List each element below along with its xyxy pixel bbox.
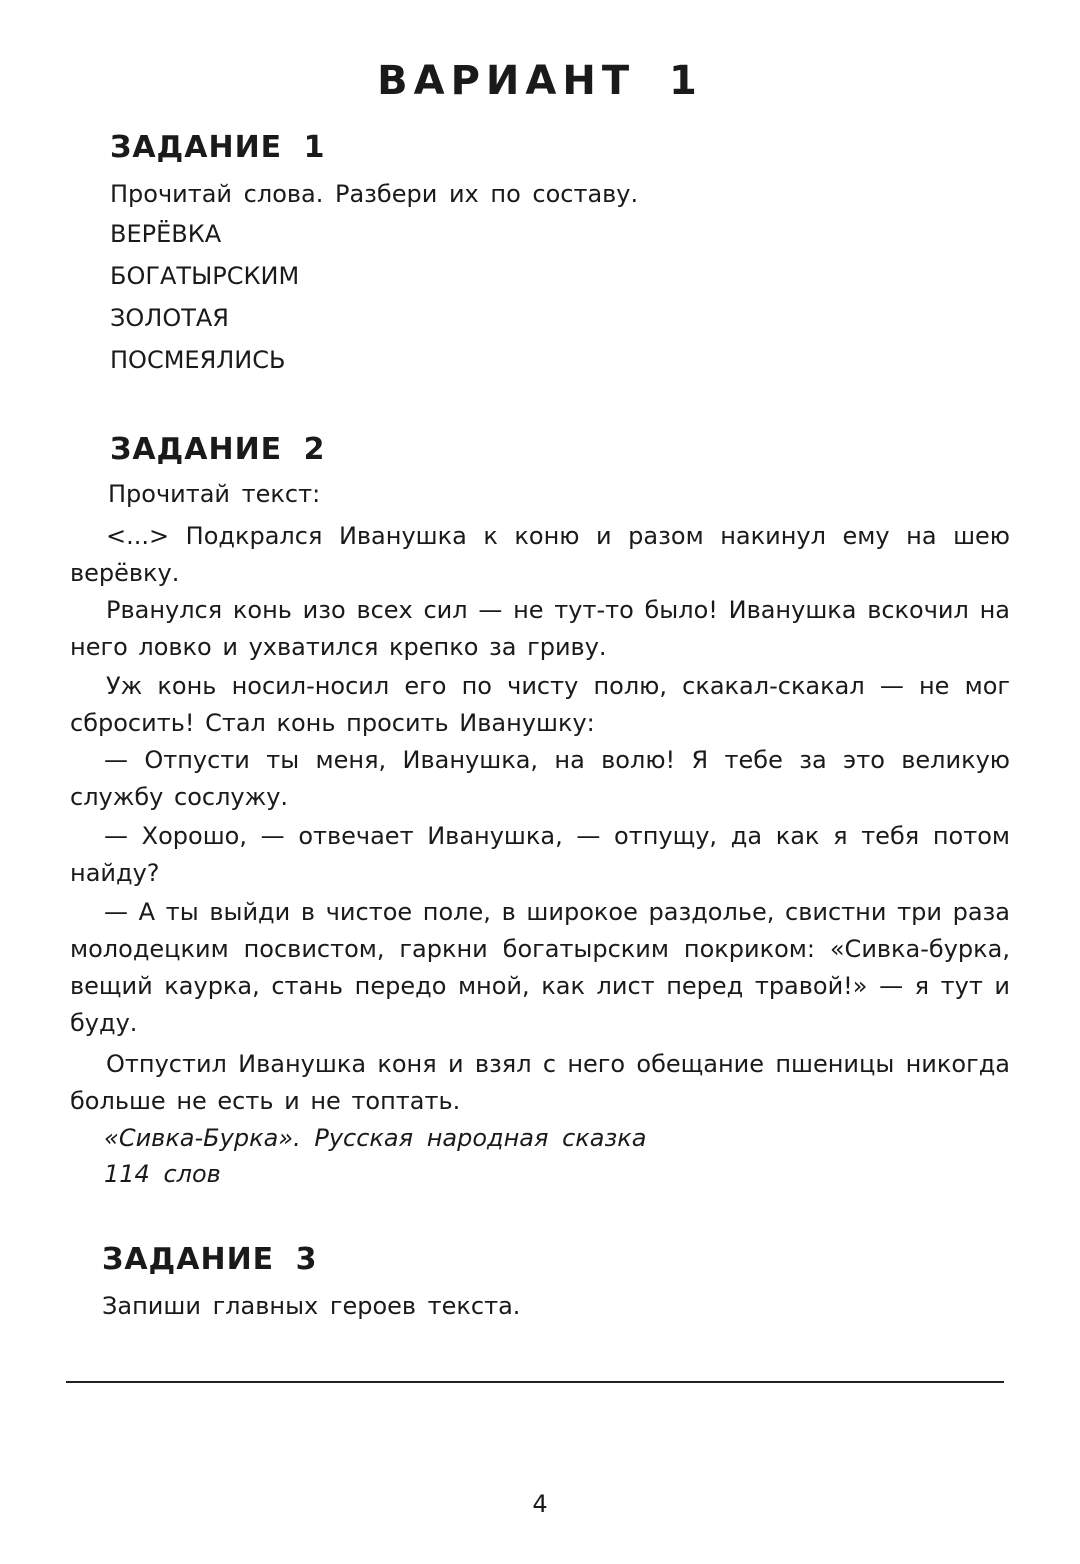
task2-instruction: Прочитай текст:: [108, 480, 321, 508]
story-paragraph: <...> Подкрался Иванушка к коню и разом накинул ему на шею верёвку.: [70, 522, 1010, 587]
task3-instruction: Запиши главных героев текста.: [102, 1292, 521, 1320]
word-count: 114 слов: [104, 1160, 221, 1188]
story-source: «Сивка-Бурка». Русская народная сказка: [104, 1124, 647, 1152]
answer-line[interactable]: [66, 1381, 1004, 1383]
story-paragraph: Отпустил Иванушка коня и взял с него обещание пшеницы никогда больше не есть и не топтать.: [70, 1050, 1010, 1115]
page-number: 4: [532, 1490, 548, 1518]
task1-word: ЗОЛОТАЯ: [110, 304, 229, 332]
task2-heading: ЗАДАНИЕ 2: [110, 432, 326, 467]
story-paragraph: — А ты выйди в чистое поле, в широкое раздолье, свистни три раза молодецким посвистом, гаркни богатырским покриком: «Сивка-бурка, вещий каурка, стань передо мной, как лист перед травой!» — я тут и буду.: [70, 898, 1010, 1037]
story-paragraph: Рванулся конь изо всех сил — не тут-то было! Иванушка вскочил на него ловко и ухватился крепко за гриву.: [70, 596, 1010, 661]
task1-word: БОГАТЫРСКИМ: [110, 262, 300, 290]
task1-instruction: Прочитай слова. Разбери их по составу.: [110, 180, 639, 208]
task1-word: ПОСМЕЯЛИСЬ: [110, 346, 286, 374]
story-paragraph: — Хорошо, — отвечает Иванушка, — отпущу, да как я тебя потом найду?: [70, 822, 1010, 887]
task3-heading: ЗАДАНИЕ 3: [102, 1242, 318, 1277]
task1-heading: ЗАДАНИЕ 1: [110, 130, 326, 165]
variant-title: ВАРИАНТ 1: [377, 58, 703, 104]
task1-word: ВЕРЁВКА: [110, 220, 222, 248]
story-paragraph: Уж конь носил-носил его по чисту полю, скакал-скакал — не мог сбросить! Стал конь просить Иванушку:: [70, 672, 1010, 737]
story-paragraph: — Отпусти ты меня, Иванушка, на волю! Я тебе за это великую службу сослужу.: [70, 746, 1010, 811]
